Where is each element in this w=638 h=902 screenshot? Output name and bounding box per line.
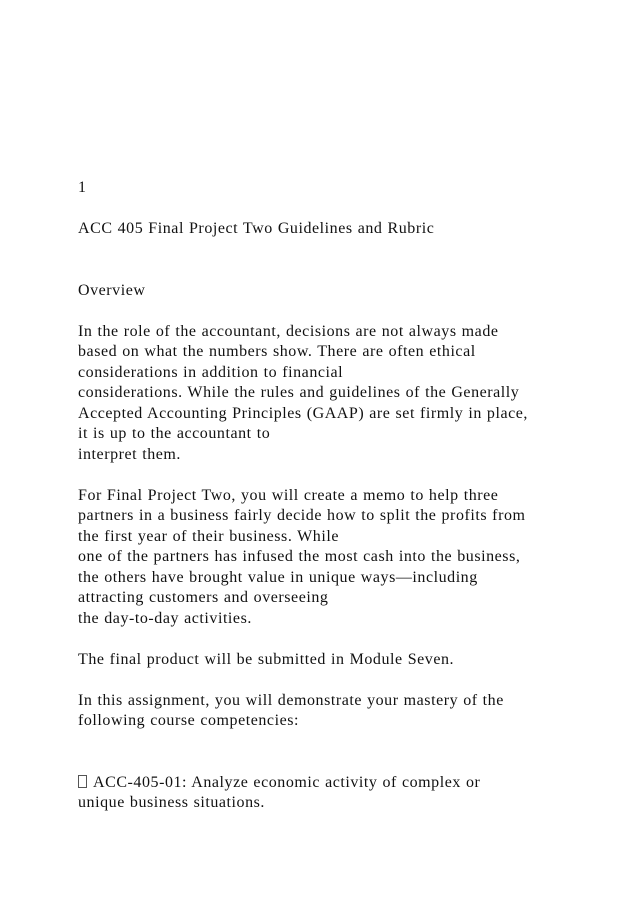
overview-heading: Overview (78, 281, 146, 299)
text-line: the first year of their business. While (78, 527, 339, 545)
paragraph-final-project-two (78, 486, 618, 630)
page-number: 1 (78, 179, 87, 196)
text-line: partners in a business fairly decide how to split the profits from (78, 507, 526, 524)
text-line: following course competencies: (78, 712, 299, 729)
text-line: considerations. While the rules and guidelines of the Generally (78, 384, 520, 401)
paragraph-competencies-intro (78, 691, 618, 732)
text-line: In this assignment, you will demonstrate your mastery of the (78, 691, 504, 709)
paragraph-role-of-accountant (78, 322, 618, 466)
paragraph-module-seven: The final product will be submitted in Module Seven. (78, 650, 455, 668)
text-line: it is up to the accountant to (78, 425, 271, 442)
document-title: ACC 405 Final Project Two Guidelines and Rubric (78, 220, 435, 237)
text-line: based on what the numbers show. There are often ethical (78, 343, 476, 360)
text-line: interpret them. (78, 445, 181, 463)
document-body (78, 178, 618, 814)
text-line: unique business situations. (78, 794, 265, 811)
text-line: considerations in addition to financial (78, 363, 344, 381)
text-line: the others have brought value in unique ways—including (78, 568, 478, 586)
text-line: attracting customers and overseeing (78, 589, 329, 606)
text-line: one of the partners has infused the most cash into the business, (78, 548, 521, 565)
text-line: the day-to-day activities. (78, 609, 252, 627)
text-line: Accepted Accounting Principles (GAAP) are set firmly in place, (78, 404, 528, 422)
bullet-line (78, 773, 618, 794)
competency-bullet (78, 773, 618, 814)
text-line: ACC-405-01: Analyze economic activity of complex or (93, 773, 481, 791)
missing-glyph-bullet-icon (78, 775, 87, 788)
text-line: In the role of the accountant, decisions are not always made (78, 322, 499, 340)
text-line: For Final Project Two, you will create a memo to help three (78, 486, 499, 504)
